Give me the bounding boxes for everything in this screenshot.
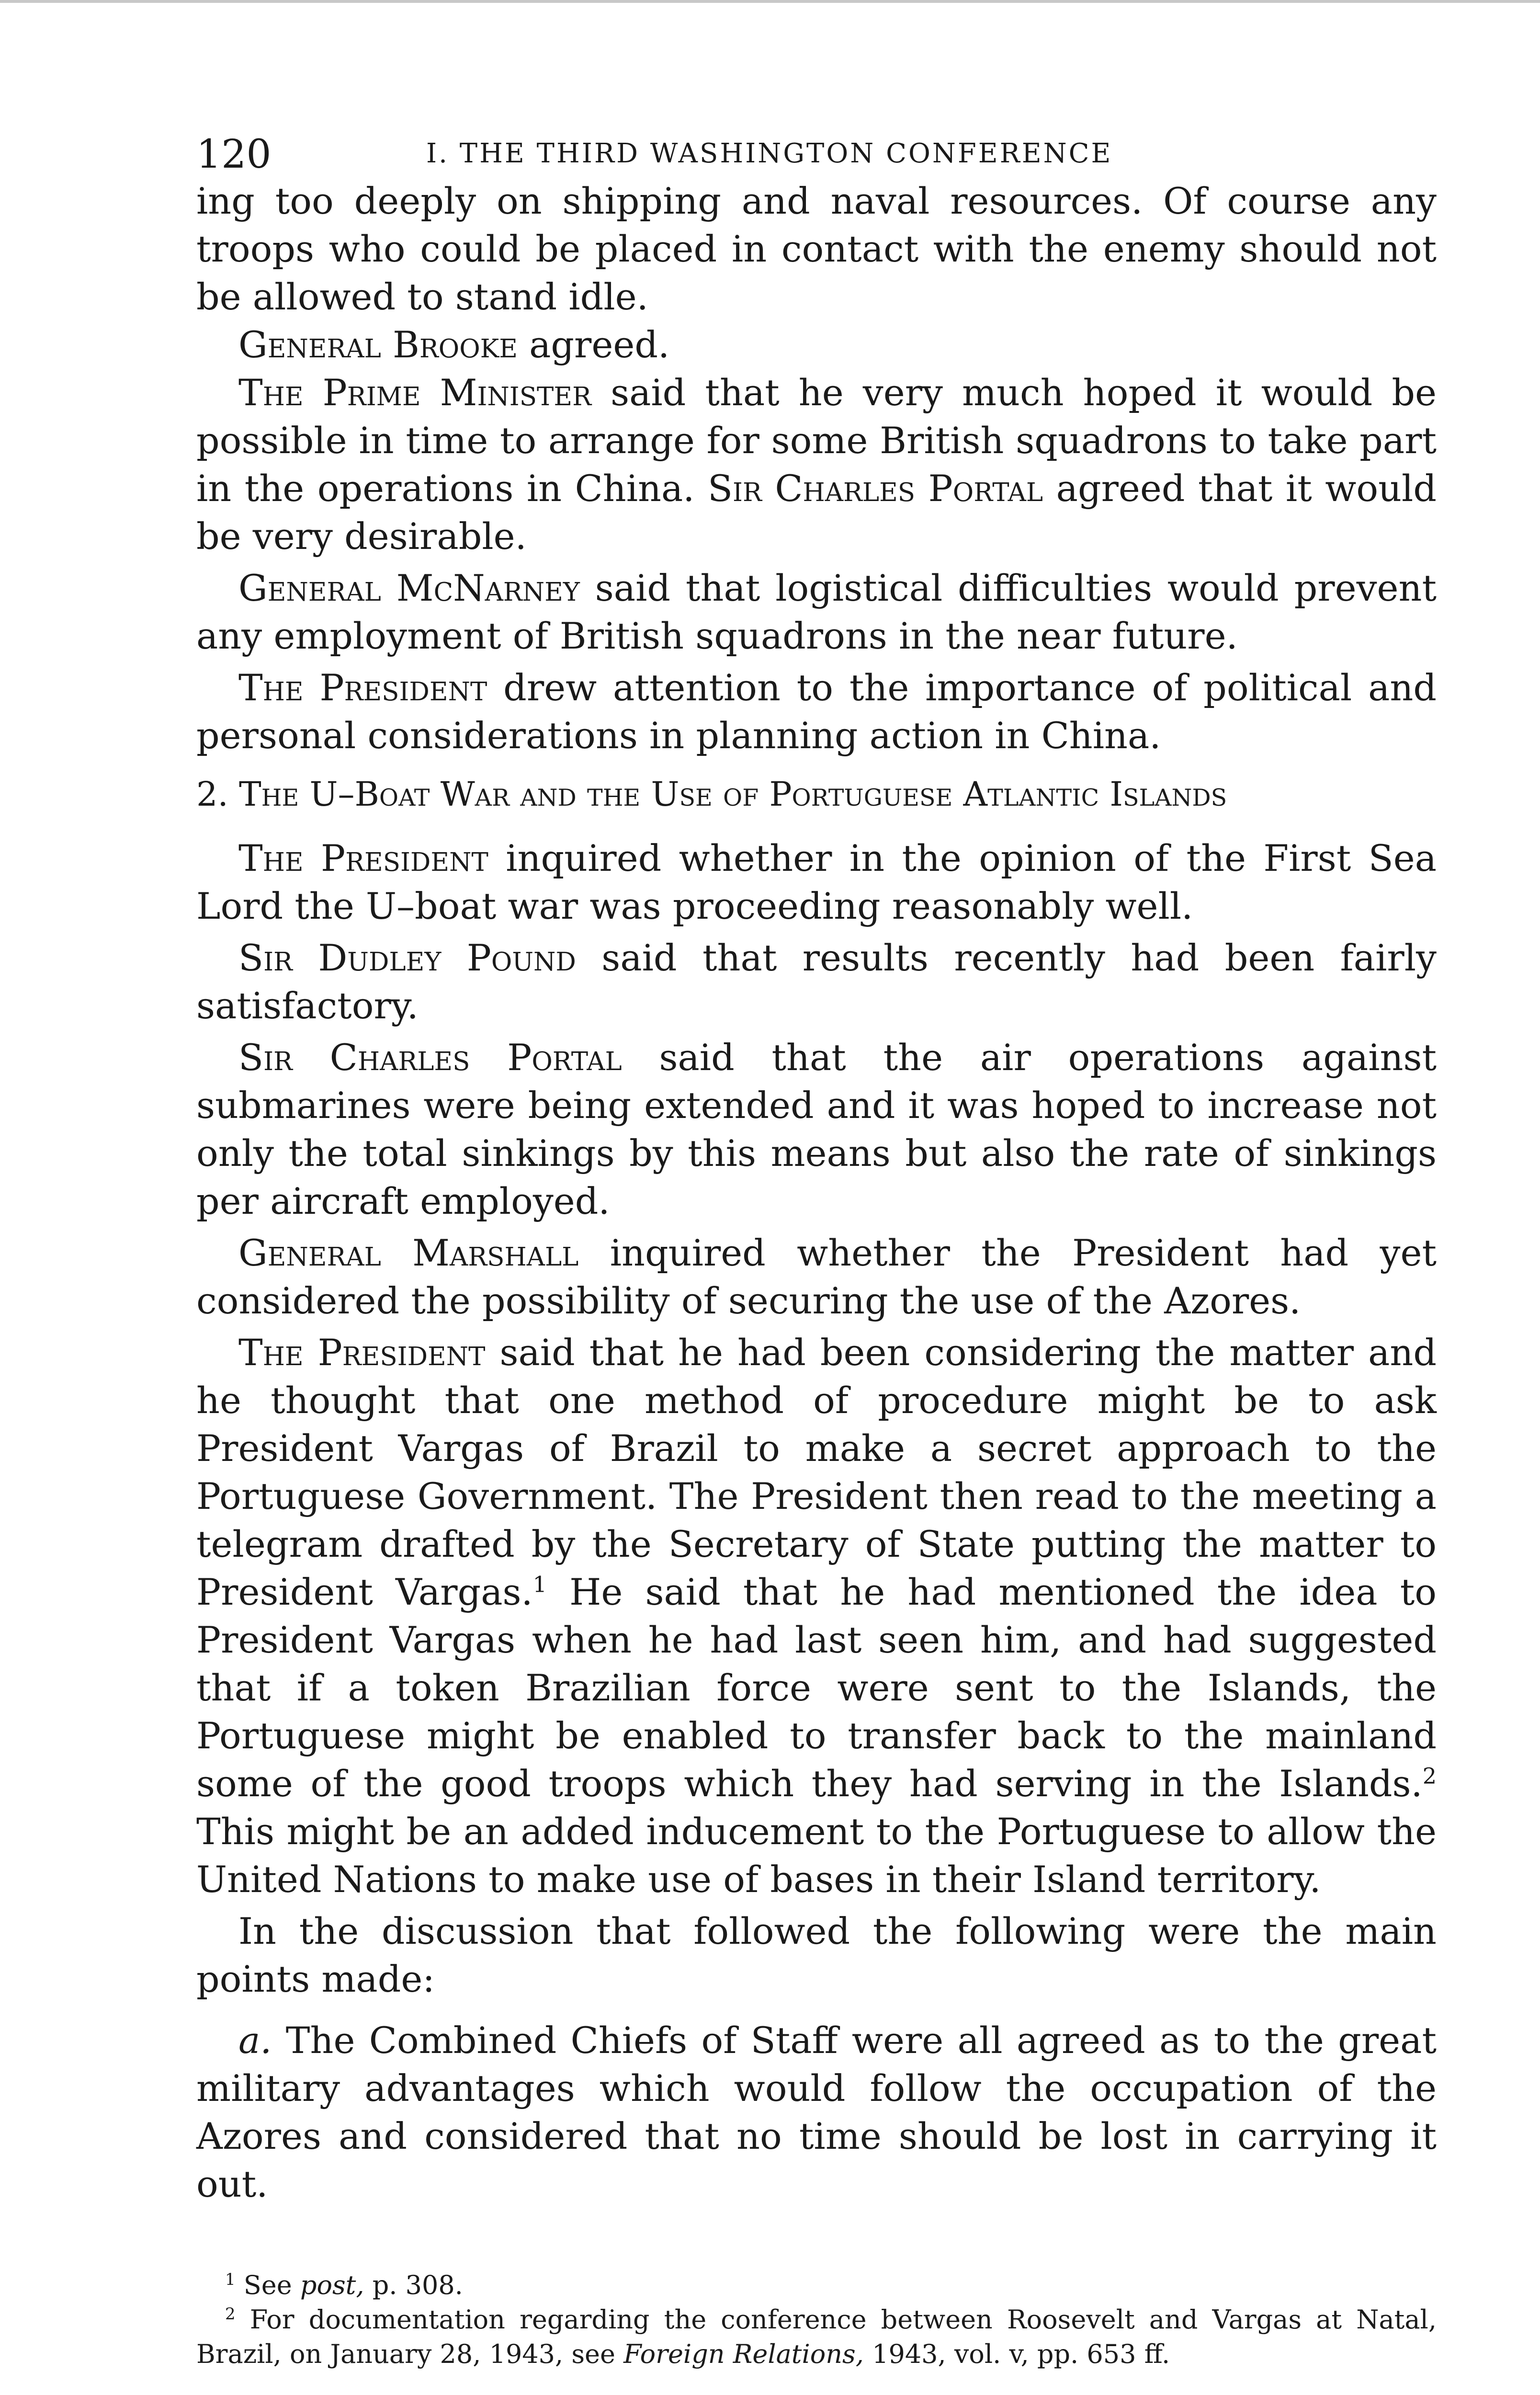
speaker-name: Sir Charles Portal <box>707 467 1043 510</box>
paragraph-text: said that he very much hoped it would be possible in time to arrange for some British squadrons to take part in the operations in China. <box>196 371 1437 510</box>
paragraph <box>196 1229 1437 1325</box>
speaker-name: The Prime Minister <box>238 371 591 414</box>
footnote <box>196 2268 1437 2303</box>
paragraph-text: This might be an added inducement to the Portuguese to allow the United Nations to make use of bases in their Island territory. <box>196 1810 1437 1901</box>
speaker-name: The President <box>238 1331 486 1374</box>
speaker-name: Sir Charles Portal <box>238 1036 622 1079</box>
paragraph-text: agreed. <box>517 323 670 366</box>
body-text <box>196 177 1437 2208</box>
footnote-italic: Foreign Relations, <box>623 2339 864 2369</box>
paragraph <box>196 321 1437 369</box>
paragraph-text: inquired whether in the opinion of the First Sea Lord the U–boat war was proceeding reasonably well. <box>196 837 1437 927</box>
paragraph <box>196 664 1437 760</box>
top-border <box>0 0 1540 3</box>
footnote-italic: post, <box>300 2270 364 2300</box>
paragraph-text: inquired whether the President had yet considered the possibility of securing the use of the Azores. <box>196 1232 1437 1322</box>
footnote-ref: 1 <box>532 1571 547 1597</box>
paragraph-text: drew attention to the importance of political and personal considerations in planning action in China. <box>196 666 1437 757</box>
section-heading <box>196 770 1437 818</box>
paragraph-text: said that logistical difficulties would prevent any employment of British squadrons in the near future. <box>196 567 1437 657</box>
footnotes <box>196 2268 1437 2372</box>
page-number: 120 <box>196 132 272 177</box>
speaker-name: The President <box>238 666 487 709</box>
paragraph <box>196 564 1437 660</box>
page-content <box>196 120 1437 2208</box>
paragraph-text: He said that he had mentioned the idea to President Vargas when he had last seen him, and had suggested that if a token Brazilian force were sent to the Islands, the Portuguese might be enabled to transfer back to the mainland some of the good troops which they had serving in the Islands. <box>196 1571 1437 1805</box>
paragraph <box>196 369 1437 560</box>
footnote-mark: 2 <box>225 2304 236 2324</box>
speaker-name: General Marshall <box>238 1232 579 1274</box>
speaker-name: Sir Dudley Pound <box>238 936 576 979</box>
speaker-name: General McNarney <box>238 567 580 609</box>
footnote <box>196 2303 1437 2372</box>
footnote-text: See <box>235 2270 300 2300</box>
section-title: The U–Boat War and the Use of Portuguese Atlantic Islands <box>239 775 1227 814</box>
footnote-text: p. 308. <box>364 2270 463 2300</box>
footnote-text: For documentation regarding the conference between Roosevelt and Vargas at Natal, Brazil, on January 28, 1943, see <box>196 2304 1437 2369</box>
section-number: 2. <box>196 775 239 814</box>
paragraph-text: agreed that it would be very desirable. <box>196 467 1437 558</box>
paragraph-text: said that the air operations against submarines were being extended and it was hoped to increase not only the total sinkings by this means but also the rate of sinkings per aircraft employed. <box>196 1036 1437 1222</box>
paragraph-text: said that he had been considering the matter and he thought that one method of procedure might be to ask President Vargas of Brazil to make a secret approach to the Portuguese Government. The President then read to the meeting a telegram drafted by the Secretary of State putting the matter to President Vargas. <box>196 1331 1437 1613</box>
paragraph <box>196 1034 1437 1225</box>
paragraph-text: said that results recently had been fairly satisfactory. <box>196 936 1437 1027</box>
running-head: I. THE THIRD WASHINGTON CONFERENCE <box>426 138 1113 169</box>
footnote-text: 1943, vol. v, pp. 653 ff. <box>863 2339 1170 2369</box>
page-header <box>196 120 1437 177</box>
paragraph: In the discussion that followed the following were the main points made: <box>196 1910 1437 2000</box>
paragraph <box>196 1329 1437 1904</box>
footnote-mark: 1 <box>225 2270 236 2289</box>
list-label: a. <box>238 2019 272 2062</box>
paragraph <box>196 834 1437 930</box>
speaker-name: The President <box>238 837 488 879</box>
paragraph <box>196 2017 1437 2208</box>
speaker-name: General Brooke <box>238 323 518 366</box>
paragraph <box>196 934 1437 1030</box>
paragraph: ing too deeply on shipping and naval resources. Of course any troops who could be placed in contact with the enemy should not be allowed to stand idle. <box>196 180 1437 318</box>
paragraph-text: The Combined Chiefs of Staff were all agreed as to the great military advantages which would follow the occupation of the Azores and considered that no time should be lost in carrying it out. <box>196 2019 1437 2205</box>
footnote-ref: 2 <box>1422 1763 1437 1789</box>
